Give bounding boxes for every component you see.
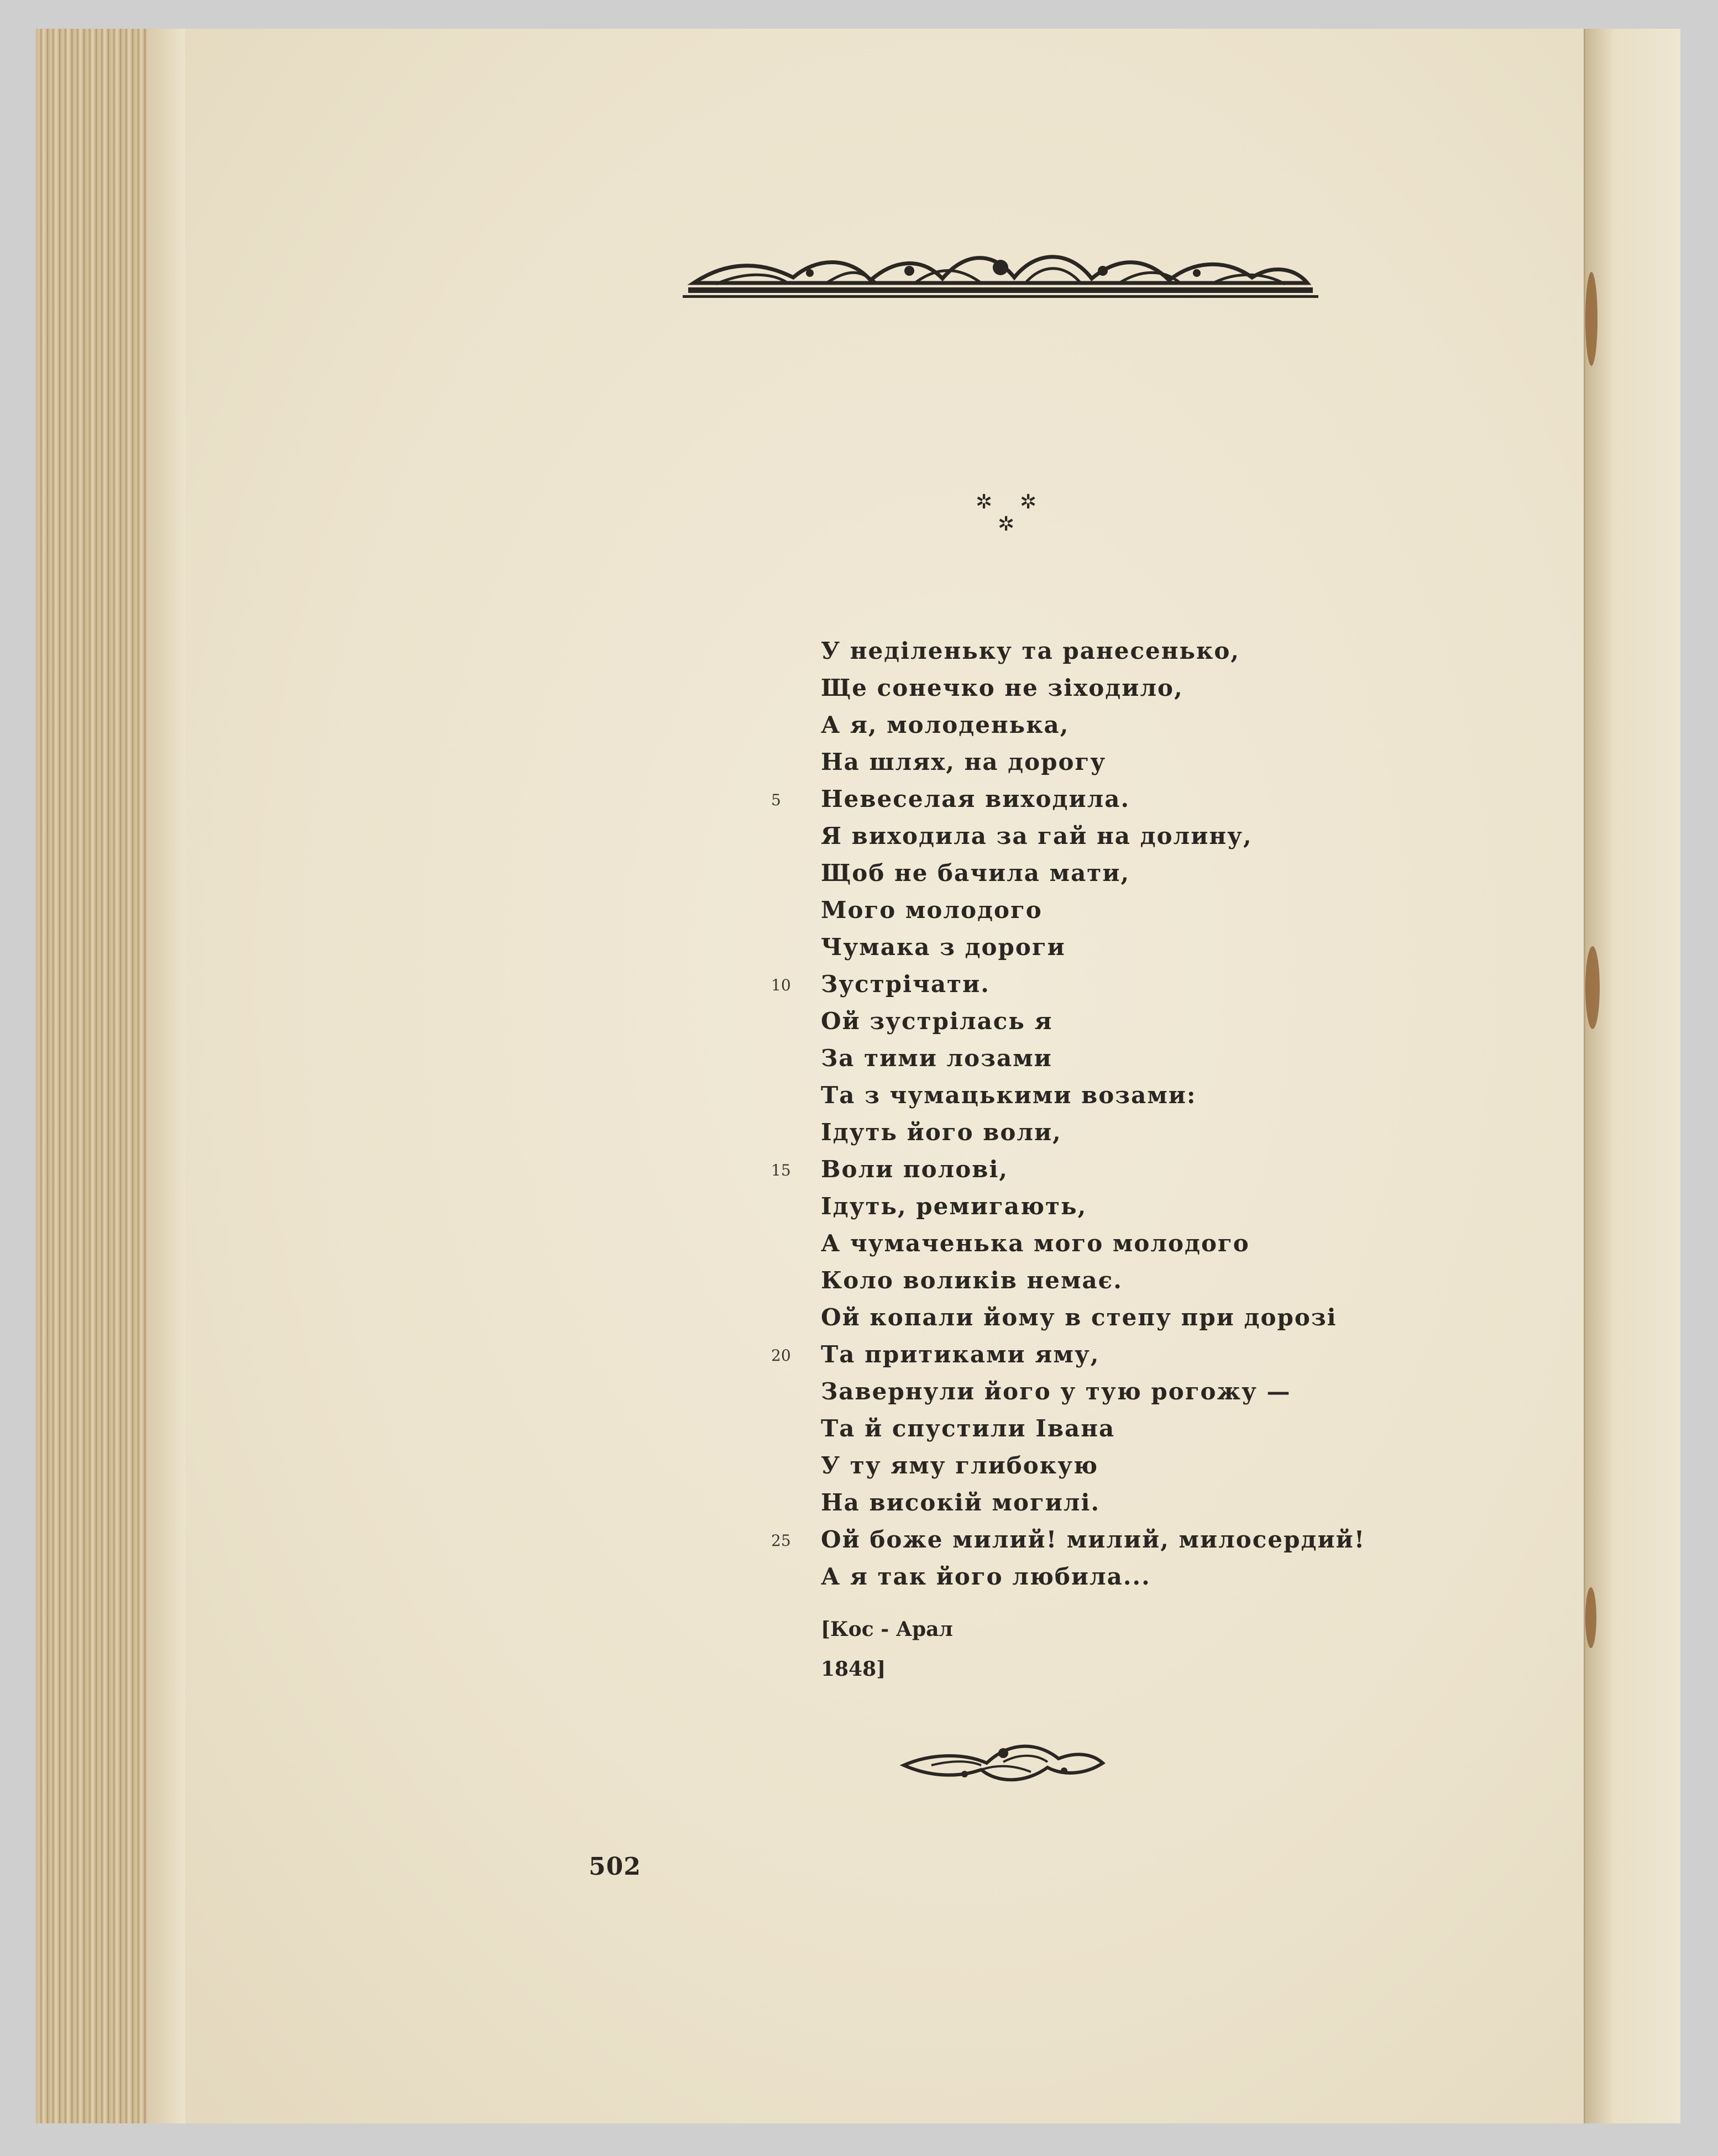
poem-line (749, 1040, 1578, 1077)
line-number: 25 (771, 1531, 791, 1550)
headpiece-ornament (683, 239, 1318, 311)
poem-line-text: Щоб не бачила мати, (821, 859, 1130, 886)
poem-line-text: У ту яму глибокую (821, 1452, 1099, 1479)
poem-line-text: Ой копали йому в степу при дорозі (821, 1304, 1337, 1331)
page-stain (1585, 272, 1597, 366)
poem-line (749, 1188, 1578, 1225)
line-number: 20 (771, 1346, 791, 1365)
poem-line (749, 1077, 1578, 1114)
poem-line-text: Завернули його у тую рогожу — (821, 1378, 1291, 1405)
svg-text:✲: ✲ (998, 513, 1015, 536)
page-number: 502 (589, 1853, 641, 1881)
poem-line-text: Я виходила за гай на долину, (821, 822, 1253, 849)
book-page-edges (36, 29, 146, 2123)
poem (749, 632, 1578, 1595)
poem-line-text: Ідуть його воли, (821, 1119, 1062, 1146)
poem-line (749, 966, 1578, 1003)
asterism-ornament (965, 487, 1047, 537)
poem-line-text: Та й спустили Івана (821, 1415, 1115, 1442)
poem-line-text: Чумака з дороги (821, 933, 1066, 961)
poem-line-text: Ідуть, ремигають, (821, 1193, 1087, 1220)
page-stain (1585, 946, 1600, 1029)
line-number: 10 (771, 976, 791, 994)
poem-line-text: Ой боже милий! милий, милосердий! (821, 1526, 1366, 1553)
line-number: 5 (771, 791, 781, 809)
poem-line (749, 929, 1578, 966)
page-gutter (146, 29, 185, 2123)
poem-line (749, 669, 1578, 706)
poem-line (749, 780, 1578, 817)
poem-line (749, 1373, 1578, 1410)
tailpiece-ornament (898, 1731, 1108, 1792)
poem-line (749, 891, 1578, 929)
poem-line-text: А чумаченька мого молодого (821, 1230, 1250, 1257)
next-page-edge (1584, 29, 1680, 2123)
poem-line (749, 1262, 1578, 1299)
poem-line-text: На високій могилі. (821, 1489, 1101, 1516)
poem-line-text: А я, молоденька, (821, 711, 1070, 738)
poem-line-text: Та з чумацькими возами: (821, 1082, 1197, 1109)
poem-line-text: Ще сонечко не зіходило, (821, 674, 1183, 701)
poem-line-text: За тими лозами (821, 1045, 1052, 1072)
poem-line-text: Коло воликів немає. (821, 1267, 1123, 1294)
poem-line-text: Мого молодого (821, 896, 1043, 924)
poem-line-text: Ой зустрілась я (821, 1008, 1053, 1035)
poem-line-text: Та притиками яму, (821, 1341, 1100, 1368)
signature (821, 1609, 953, 1689)
poem-line (749, 1225, 1578, 1262)
poem-line (749, 743, 1578, 780)
page-stain (1585, 1587, 1596, 1648)
svg-text:✲: ✲ (976, 491, 993, 513)
poem-line (749, 1410, 1578, 1447)
poem-line-text: Зустрічати. (821, 971, 990, 998)
poem-line (749, 817, 1578, 854)
poem-line-text: На шлях, на дорогу (821, 748, 1107, 775)
poem-line-text: Воли полові, (821, 1156, 1009, 1183)
poem-line (749, 1558, 1578, 1595)
poem-line-text: А я так його любила... (821, 1563, 1151, 1590)
poem-line (749, 1151, 1578, 1188)
signature-year: 1848] (821, 1657, 886, 1681)
signature-place: [Кос - Арал (821, 1618, 953, 1641)
book-scan (36, 29, 1680, 2123)
svg-text:✲: ✲ (1020, 491, 1037, 513)
poem-line (749, 1114, 1578, 1151)
poem-line-text: Невеселая виходила. (821, 785, 1130, 812)
poem-line (749, 1447, 1578, 1484)
poem-line (749, 706, 1578, 743)
poem-line (749, 854, 1578, 891)
poem-line (749, 1484, 1578, 1521)
poem-line (749, 1299, 1578, 1336)
poem-line (749, 632, 1578, 669)
poem-line (749, 1521, 1578, 1558)
poem-line-text: У неділеньку та ранесенько, (821, 637, 1240, 664)
poem-line (749, 1336, 1578, 1373)
line-number: 15 (771, 1161, 791, 1179)
poem-line (749, 1003, 1578, 1040)
